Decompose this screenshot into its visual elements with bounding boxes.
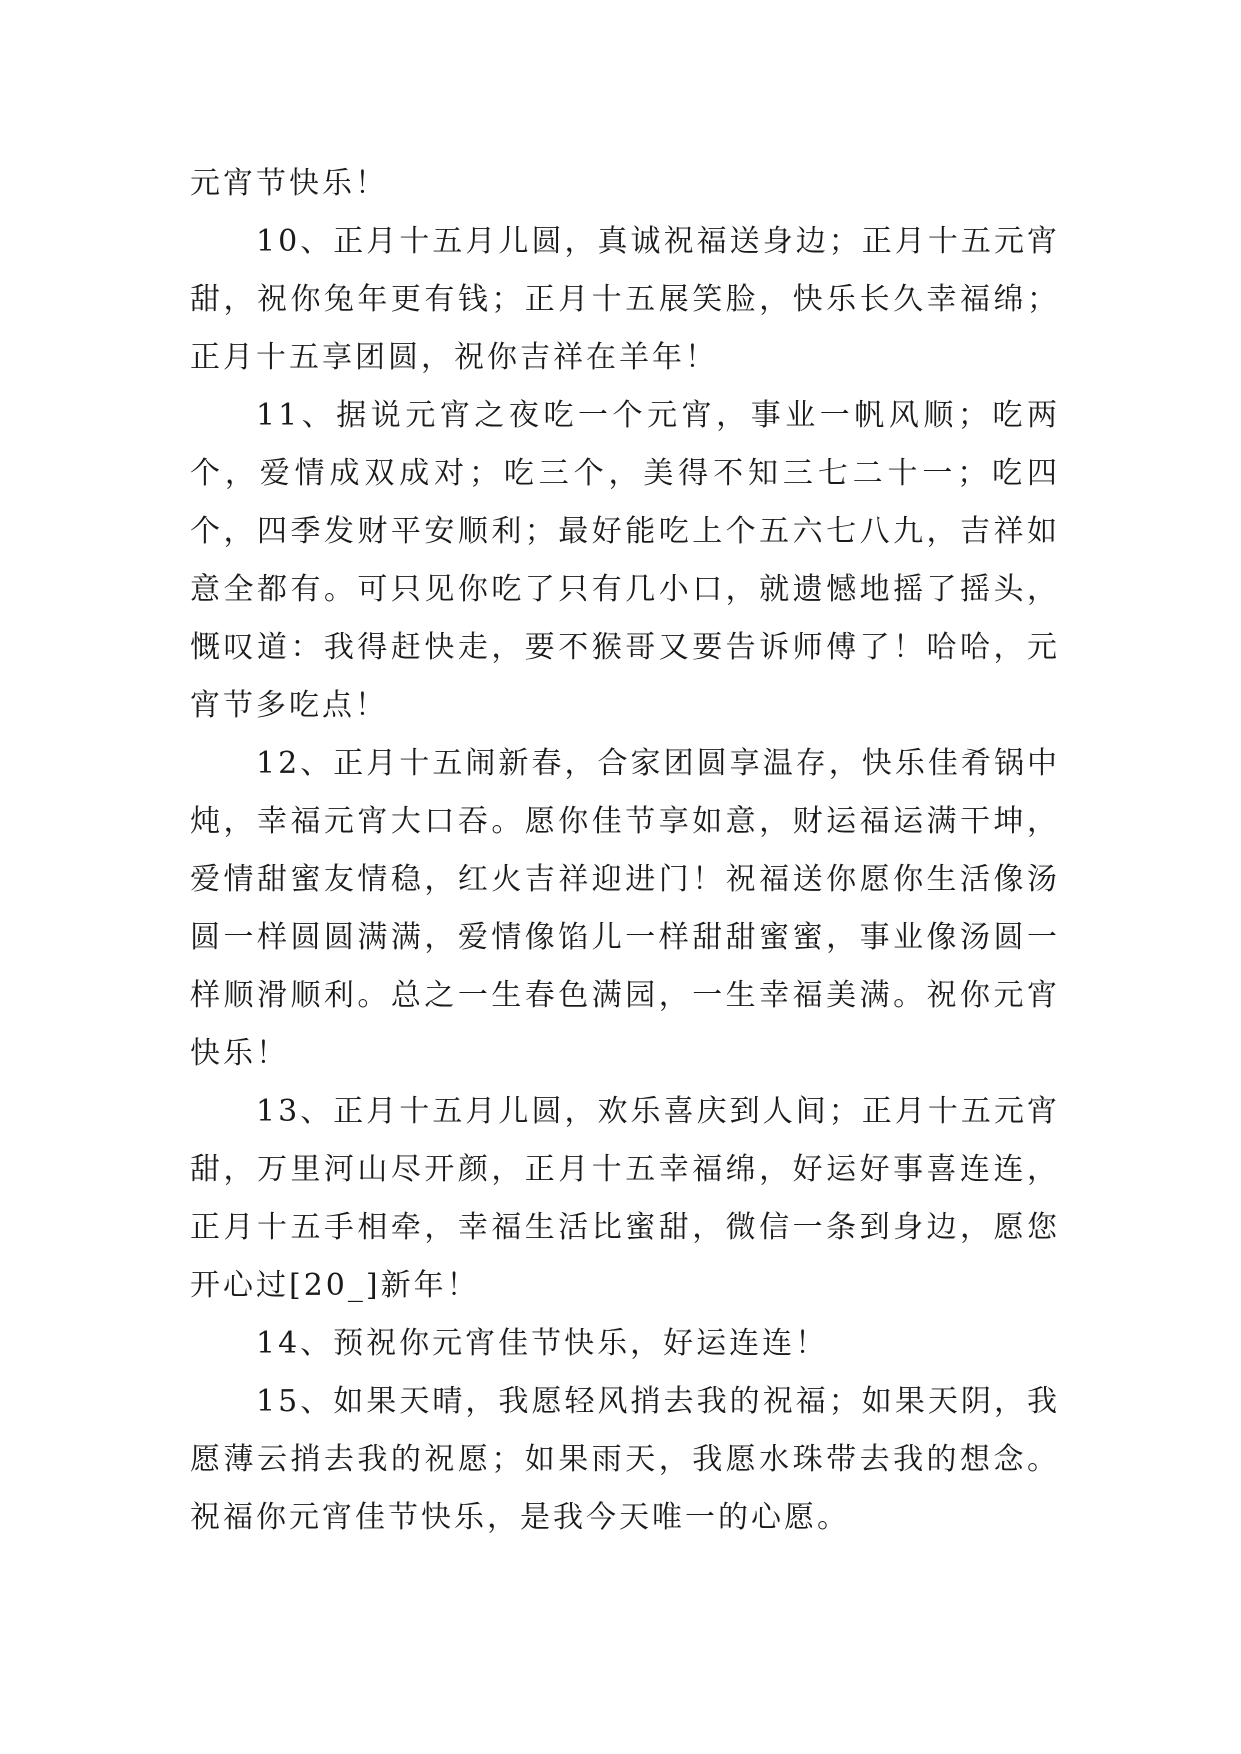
paragraph-10: 10、正月十五月儿圆，真诚祝福送身边；正月十五元宵甜，祝你兔年更有钱；正月十五展笑脸，快乐长久幸福绵；正月十五享团圆，祝你吉祥在羊年！ bbox=[190, 224, 1060, 375]
paragraph-15: 15、如果天晴，我愿轻风捎去我的祝福；如果天阴，我愿薄云捎去我的祝愿；如果雨天，我愿水珠带去我的想念。祝福你元宵佳节快乐，是我今天唯一的心愿。 bbox=[190, 1384, 1060, 1535]
paragraph-12: 12、正月十五闹新春，合家团圆享温存，快乐佳肴锅中炖，幸福元宵大口吞。愿你佳节享如意，财运福运满干坤，爱情甜蜜友情稳，红火吉祥迎进门！祝福送你愿你生活像汤圆一样圆圆满满，爱情像馅儿一样甜甜蜜蜜，事业像汤圆一样顺滑顺利。总之一生春色满园，一生幸福美满。祝你元宵快乐！ bbox=[190, 746, 1060, 1071]
paragraph-continuation: 元宵节快乐！ bbox=[190, 166, 388, 201]
document-body bbox=[190, 155, 1060, 1547]
paragraph-14: 14、预祝你元宵佳节快乐，好运连连！ bbox=[256, 1326, 829, 1361]
paragraph-11: 11、据说元宵之夜吃一个元宵，事业一帆风顺；吃两个，爱情成双成对；吃三个，美得不知三七二十一；吃四个，四季发财平安顺利；最好能吃上个五六七八九，吉祥如意全都有。可只见你吃了只有几小口，就遗憾地摇了摇头，慨叹道：我得赶快走，要不猴哥又要告诉师傅了！哈哈，元宵节多吃点！ bbox=[190, 398, 1060, 723]
paragraph-13: 13、正月十五月儿圆，欢乐喜庆到人间；正月十五元宵甜，万里河山尽开颜，正月十五幸福绵，好运好事喜连连，正月十五手相牵，幸福生活比蜜甜，微信一条到身边，愿您开心过[20_]新年！ bbox=[190, 1094, 1060, 1303]
